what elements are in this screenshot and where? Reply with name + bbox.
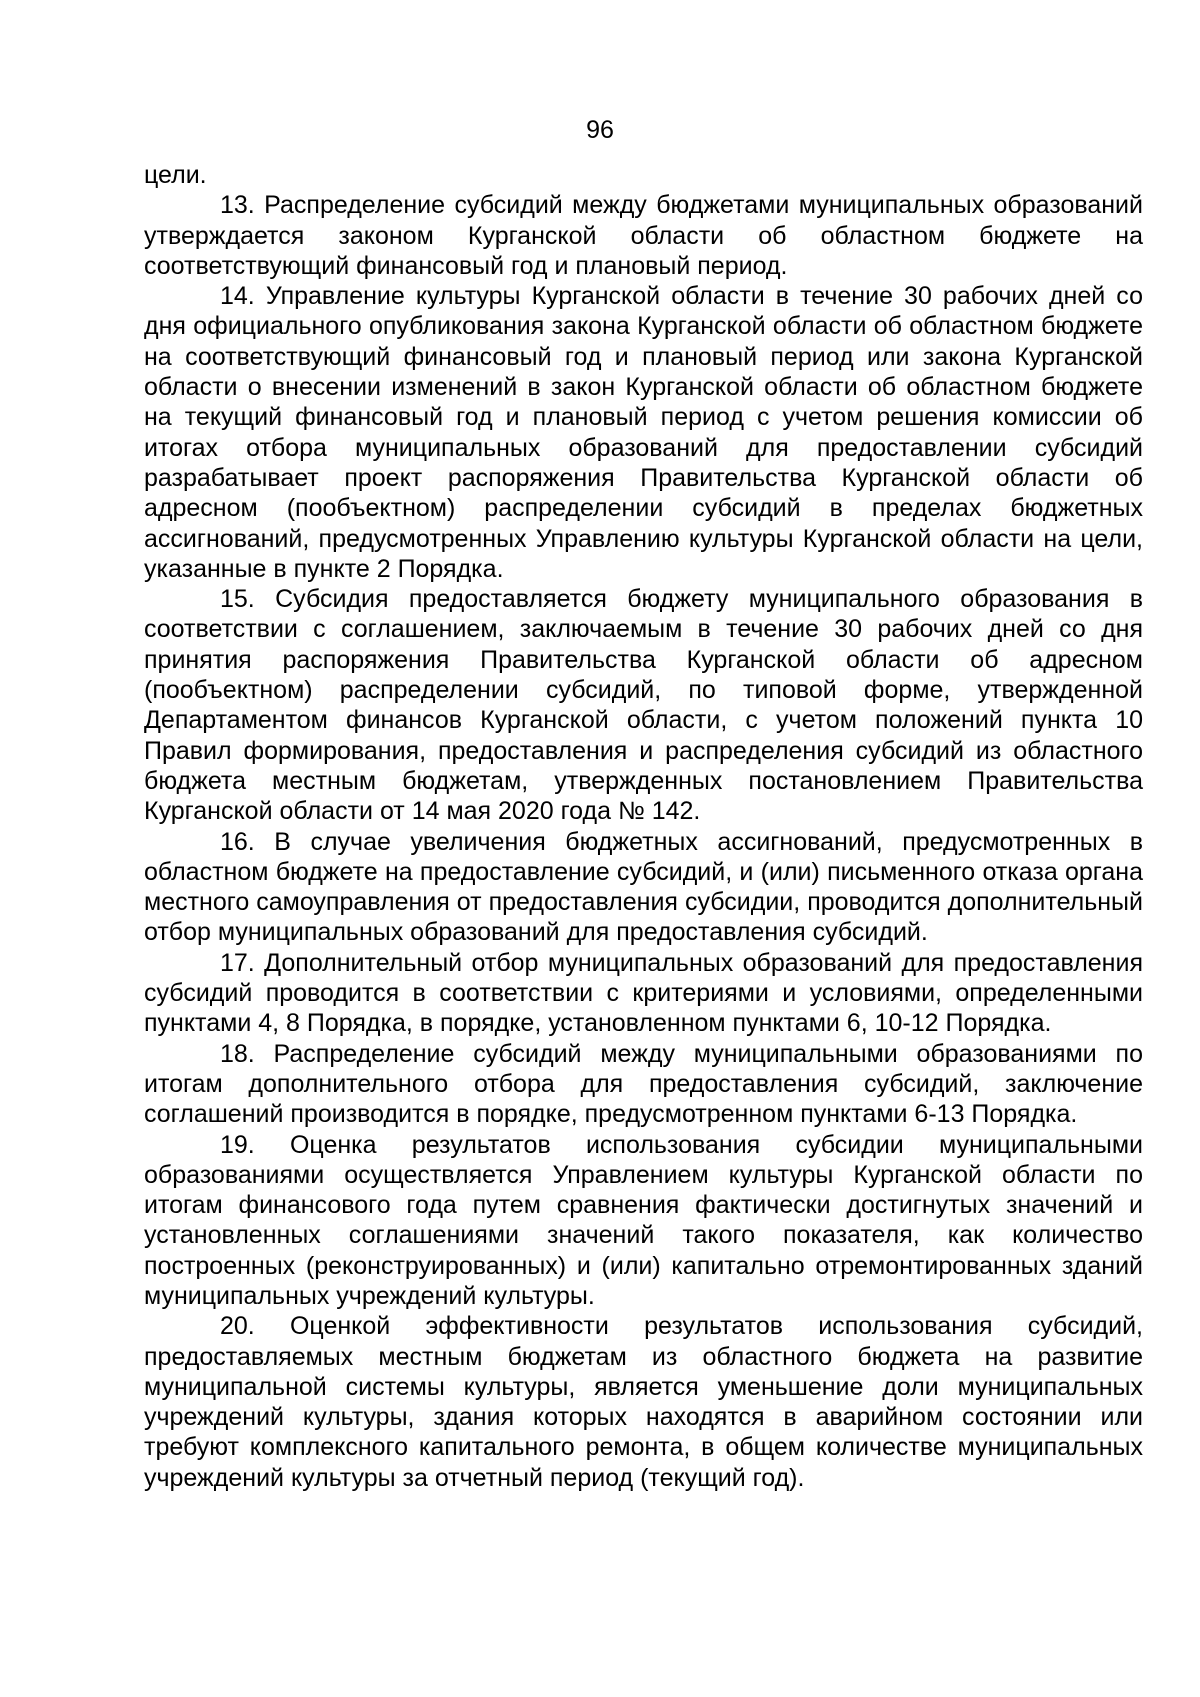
paragraph-20: 20. Оценкой эффективности результатов использования субсидий, предоставляемых местным бюджетам из областного бюджета на развитие муниципальной системы культуры, является уменьшение доли муниципальных учреждений культуры, здания которых находятся в аварийном состоянии или требуют комплексного капитального ремонта, в общем количестве муниципальных учреждений культуры за отчетный период (текущий год).	[144, 1312, 1143, 1492]
paragraph-13: 13. Распределение субсидий между бюджетами муниципальных образований утверждается законом Курганской области об областном бюджете на соответствующий финансовый год и плановый период.	[144, 191, 1143, 280]
paragraph-14: 14. Управление культуры Курганской области в течение 30 рабочих дней со дня официального опубликования закона Курганской области об областном бюджете на соответствующий финансовый год и плановый период или закона Курганской области о внесении изменений в закон Курганской области об областном бюджете на текущий финансовый год и плановый период с учетом решения комиссии об итогах отбора муниципальных образований для предоставлении субсидий разрабатывает проект распоряжения Правительства Курганской области об адресном (пообъектном) распределении субсидий в пределах бюджетных ассигнований, предусмотренных Управлению культуры Курганской области на цели, указанные в пункте 2 Порядка.	[144, 282, 1143, 583]
paragraph-19: 19. Оценка результатов использования субсидии муниципальными образованиями осуществляется Управлением культуры Курганской области по итогам финансового года путем сравнения фактически достигнутых значений и установленных соглашениями значений такого показателя, как количество построенных (реконструированных) и (или) капитально отремонтированных зданий муниципальных учреждений культуры.	[144, 1130, 1143, 1310]
document-body	[144, 160, 1143, 1493]
paragraph-17: 17. Дополнительный отбор муниципальных образований для предоставления субсидий проводится в соответствии с критериями и условиями, определенными пунктами 4, 8 Порядка, в порядке, установленном пунктами 6, 10-12 Порядка.	[144, 948, 1143, 1038]
page-number: 96	[586, 116, 614, 144]
paragraph-15: 15. Субсидия предоставляется бюджету муниципального образования в соответствии с соглашением, заключаемым в течение 30 рабочих дней со дня принятия распоряжения Правительства Курганской области об адресном (пообъектном) распределении субсидий, по типовой форме, утвержденной Департаментом финансов Курганской области, с учетом положений пункта 10 Правил формирования, предоставления и распределения субсидий из областного бюджета местным бюджетам, утвержденных постановлением Правительства Курганской области от 14 мая 2020 года № 142.	[144, 585, 1143, 826]
paragraph-18: 18. Распределение субсидий между муниципальными образованиями по итогам дополнительного отбора для предоставления субсидий, заключение соглашений производится в порядке, предусмотренном пунктами 6-13 Порядка.	[144, 1039, 1143, 1129]
paragraph-continuation: цели.	[144, 161, 207, 189]
paragraph-16: 16. В случае увеличения бюджетных ассигнований, предусмотренных в областном бюджете на предоставление субсидий, и (или) письменного отказа органа местного самоуправления от предоставления субсидии, проводится дополнительный отбор муниципальных образований для предоставления субсидий.	[144, 827, 1143, 947]
